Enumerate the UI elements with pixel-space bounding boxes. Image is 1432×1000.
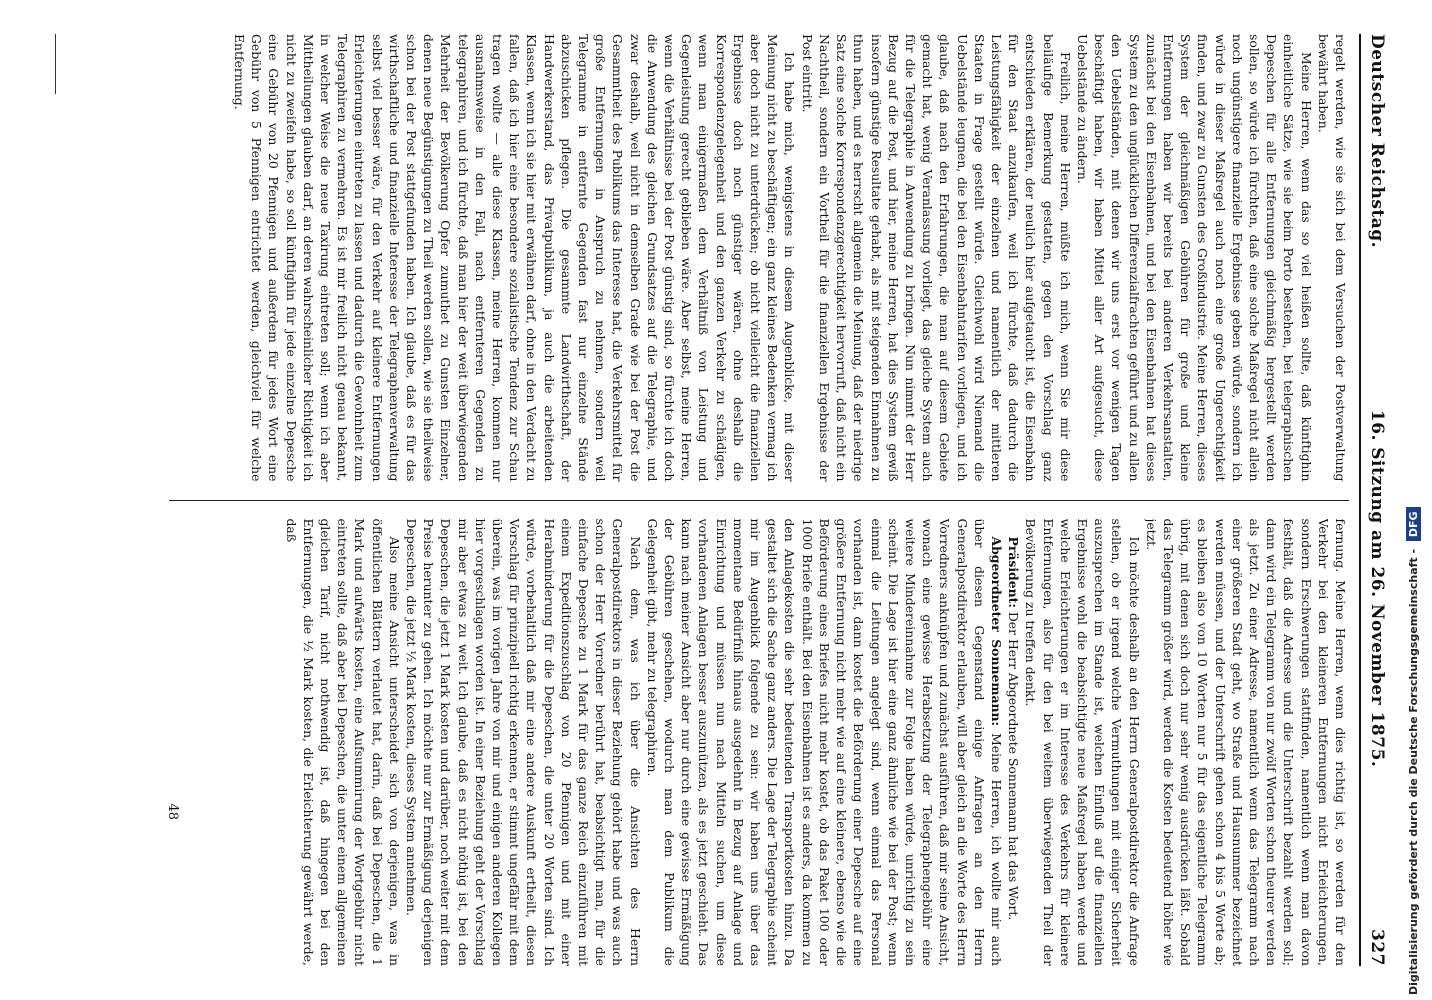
paragraph: Nach dem, was ich über die Ansichten des Herrn Generalpostdirektors in dieser Beziehung gehört habe und was auch schon der Herr Vorredner berührt hat, beabsichtigt man, für die einfache Depesche zu 1 Mark für das ganze Reich einzuführen mit einem Expeditionszuschlag von 20 Pfennigen und mit einer Herabminderung für die Depeschen, die unter 20 Worten sind. Ich würde, vorbehaltlich daß mir eine andere Auskunft ertheilt, diesen Vorschlag für prinzipiell richtig erkennen, er stimmt ungefähr mit dem überein, was im vorigen Jahre von mir und einigen anderen Kollegen hier vorgeschlagen worden ist. In einer Beziehung geht der Vorschlag mir aber etwas zu weit. Ich glaube, daß es nicht nöthig ist, bei den Depeschen, die jetzt 1 Mark kosten und darüber, noch weiter mit dem Preise herunter zu gehen. Ich möchte nur zur Ermäßigung derjenigen Depeschen, die jetzt ½ Mark kosten, dieses System annehmen. xyxy=(404,518,643,966)
digitization-credit xyxy=(1406,507,1421,995)
digitization-credit-text: Digitalisierung gefördert durch die Deutsche Forschungsgemeinschaft - xyxy=(1407,548,1420,995)
paragraph: Meine Herren, wenn das so viel heißen sollte, daß künftighin einheitliche Sätze, wie sie beim Porto bestehen, bei telegraphischen Depeschen für alle Entfernungen gleichmäßig hergestellt werden sollen, so würde ich fürchten, daß eine solche Maßregel nicht allein noch ungünstigere finanzielle Ergebnisse geben würde, sondern ich würde in dieser Maßregel auch noch eine große Ungerechtigkeit finden, und zwar zu Gunsten des Großindustrie. Meine Herren, dieses System der gleichmäßigen Gebühren für große und kleine Entfernungen haben wir bereits bei anderen Verkehrsanstalten, zunächst bei den Eisenbahnen, und bei den Eisenbahnen hat dieses System zu den unglücklichen Differenzialfrachten geführt und zu allen den Uebelständen, mit denen wir uns erst vor wenigen Tagen beschäftigt haben, wir haben Mittel aller Art aufgesucht, diese Uebelstände zu ändern. xyxy=(1074,34,1314,482)
speaker-label: Präsident: xyxy=(1006,536,1022,608)
signature-mark: 48 xyxy=(165,803,180,820)
dfg-logo: DFG xyxy=(1406,507,1421,541)
speaker-text: Meine Herren, ich wollte mir auch über diesen Gegenstand einige Anfragen an den Herrn Generalpostdirektor erlauben, will aber gleich an die Worte des Herrn Vorredners anknüpfen und zunächst ausführen, daß mir seine Ansicht, wonach eine gewisse Herabsetzung der Telegraphengebühr eine weitere Mindereinnahme zur Folge haben würde, unrichtig zu sein scheint. Die Lage ist hier eine ganz ähnliche wie bei der Post; wenn einmal die Leitungen angelegt sind, wenn einmal das Personal vorhanden ist, dann kostet die Beförderung einer Depesche auf eine größere Entfernung nicht mehr wie auf eine kleinere, ebenso wie die Beförderung eines Briefes nicht mehr kostet, ob das Paket 100 oder 1000 Briefe enthält. Bei den Eisenbahnen ist es anders, da kommen zu den Anlagekosten die sehr bedeutenden Transportkosten hinzu. Da gestaltet sich die Sache ganz anders. Die Lage der Telegraphie scheint mir im Augenblick folgende zu sein: wir haben uns über das momentane Bedürfniß hinaus ausgedehnt in Bezug auf Anlage und Einrichtung und müssen nun nach Mitteln suchen, um diese vorhandenen Anlagen besser auszunützen, als es jetzt geschieht. Das kann nach meiner Ansicht aber nur durch eine gewisse Ermäßigung der Gebühren geschehen, wodurch man dem Publikum die Gelegenheit gibt, mehr zu telegraphiren. xyxy=(644,518,1004,966)
page-number: 327 xyxy=(1367,929,1387,966)
paragraph: Freilich, meine Herren, müßte ich mich, wenn Sie mir diese beiläufige Bemerkung gestatten, gegen den Vorschlag ganz entschieden erklären, der neulich hier aufgetaucht ist, die Eisenbahn für den Staat anzukaufen, weil ich fürchte, daß dadurch die Leistungsfähigkeit der einzelnen und namentlich der mittleren Staaten in Frage gestellt würde. Gleichwohl wird Niemand die Uebelstände leugnen, die bei den Eisenbahntarifen vorliegen, und ich glaube, daß nach den Erfahrungen, die man auf diesem Gebiete gemacht hat, wenig Veranlassung vorliegt, das gleiche System auch für die Telegraphie in Anwendung zu bringen. Nun nimmt der Herr Bezug auf die Post, und hier, meine Herren, hat dies System gewiß insofern günstige Resultate gehabt, als mit steigenden Einnahmen zu thun haben, und es herrscht allgemein die Meinung, daß der niedrige Satz eine solche Korrespondenzgerechtigkeit hervorruft, daß nicht ein Nachtheil, sondern ein Vortheil für die finanziellen Ergebnisse der Post eintritt. xyxy=(799,34,1073,482)
footer-rule xyxy=(55,34,56,94)
speaker-text: Der Herr Abgeordnete Sonnemann hat das Wort. xyxy=(1006,611,1022,921)
paragraph: regelt werden, wie sie sich bei dem Versuchen der Postverwaltung bewährt haben. xyxy=(1315,34,1348,482)
column-divider xyxy=(169,500,1349,501)
publication-title: Deutscher Reichstag. xyxy=(1367,34,1387,249)
speaker-paragraph xyxy=(644,519,1005,967)
column-left xyxy=(169,34,1349,482)
session-title: 16. Sitzung am 26. November 1875. xyxy=(1367,409,1387,768)
paragraph: Ich möchte deshalb an den Herrn Generalpostdirektor die Anfrage stellen, ob er irgend welche Vermuthungen mit einiger Sicherheit auszusprechen im Stande ist, welchen Einfluß auf die finanziellen Ergebnisse wohl die beabsichtigte neue Maßregel haben werde und welche Erleichterungen er im Interesse des Verkehrs für kleinere Entfernungen, also für den bei weitem überwiegenden Theil der Bevölkerung zu treffen denkt. xyxy=(1023,518,1142,966)
speaker-label: Abgeordneter Sonnemann: xyxy=(988,536,1004,727)
column-right xyxy=(169,519,1349,967)
paragraph: Ich habe mich, wenigstens in diesem Augenblicke, mit dieser Meinung nicht zu beschäftigen; ein ganz kleines Bedenken vermag ich aber doch nicht zu unterdrücken; ob nicht vielleicht die finanziellen Ergebnisse doch noch günstiger wären, ohne deshalb die Korrespondenzgelegenheit und den ganzen Verkehr zu schädigen, wenn man einigermaßen dem Verhältniß von Leistung und Gegenleistung gerecht geblieben wäre. Aber selbst, meine Herren, wenn die Verhältnisse bei der Post günstig sind, so fürchte ich doch die Anwendung des gleichen Grundsatzes auf die Telegraphie, und zwar deshalb, weil nicht in demselben Grade wie bei der Post die Gesammtheit des Publikums das Interesse hat, die Verkehrsmittel für große Entfernungen in Anspruch zu nehmen, sondern weil Telegramme in entfernte Gegenden fast nur einzelne Stände abzuschicken pflegen. Die gesammte Landwirthschaft, der Handwerkerstand, das Privatpublikum, ja auch die arbeitenden Klassen, wenn ich sie hier mit erwähnen darf, ohne in den Verdacht zu fallen, daß ich hier eine besondere sozialistische Tendenz zur Schau tragen wollte — alle diese Klassen, meine Herren, kommen nur ausnahmsweise in den Fall, nach entfernteren Gegenden zu telegraphiren, und ich fürchte, daß man hier der weit überwiegenden Mehrheit der Bevölkerung Opfer zumuthet zu Gunsten Einzelner, denen neue Begünstigungen zu Theil werden sollen, wie sie theilweise schon bei der Post stattgefunden haben. Ich glaube, daß es für das wirthschaftliche und finanzielle Interesse der Telegraphenverwaltung selbst viel besser wäre, für den Verkehr auf kleinere Entfernungen Erleichterungen eintreten zu lassen und dadurch die Gewohnheit zum Telegraphiren zu vermehren. Es ist mir freilich nicht genau bekannt, in welcher Weise die neue Taxirung eintreten soll; wenn ich aber Mittheilungen glauben darf, an deren wahrscheinlicher Richtigkeit ich nicht zu zweifeln habe, so soll künftighin für jede einzelne Depesche eine Gebühr von 20 Pfennigen und außerdem für jedes Wort eine Gebühr von 5 Pfennigen entrichtet werden, gleichviel für welche Entfernung. xyxy=(232,34,798,482)
text-columns xyxy=(169,34,1349,966)
running-head xyxy=(1359,34,1387,966)
speaker-paragraph xyxy=(1005,519,1022,967)
paragraph: fernung. Meine Herren, wenn dies richtig ist, so werden für den Verkehr bei den kleineren Entfernungen nicht Erleichterungen, sondern Erschwerungen stattfinden, namentlich wenn man davon festhält, daß die Adresse und die Unterschrift bezahlt werden soll; dann wird ein Telegramm von nur zwölf Worten schon theurer werden als jetzt. Zu einer Adresse, namentlich wenn das Telegramm nach einer größeren Stadt geht, wo Straße und Hausnummer bezeichnet werden müssen, und der Unterschrift gehen schon 4 bis 5 Worte ab; es bleiben also von 10 Worten nur 5 für das eigentliche Telegramm übrig, mit denen sich doch nur sehr wenig ausdrücken läßt. Sobald das Telegramm größer wird, werden die Kosten bedeutend höher wie jetzt. xyxy=(1143,518,1348,966)
paragraph: Also meine Ansicht unterscheidet sich von derjenigen, was in öffentlichen Blättern verlautet hat, darin, daß bei Depeschen, die 1 Mark und aufwärts kosten, eine Aufsummirung der Wortgebühr nicht eintreten sollte, daß aber bei Depeschen, die unter einem allgemeinen gleichen Tarif, nicht nothwendig ist, daß hingegen bei den Entfernungen, die ½ Mark kosten, die Erleichterung gewährt werde, daß xyxy=(283,518,402,966)
document-page xyxy=(15,20,1395,980)
